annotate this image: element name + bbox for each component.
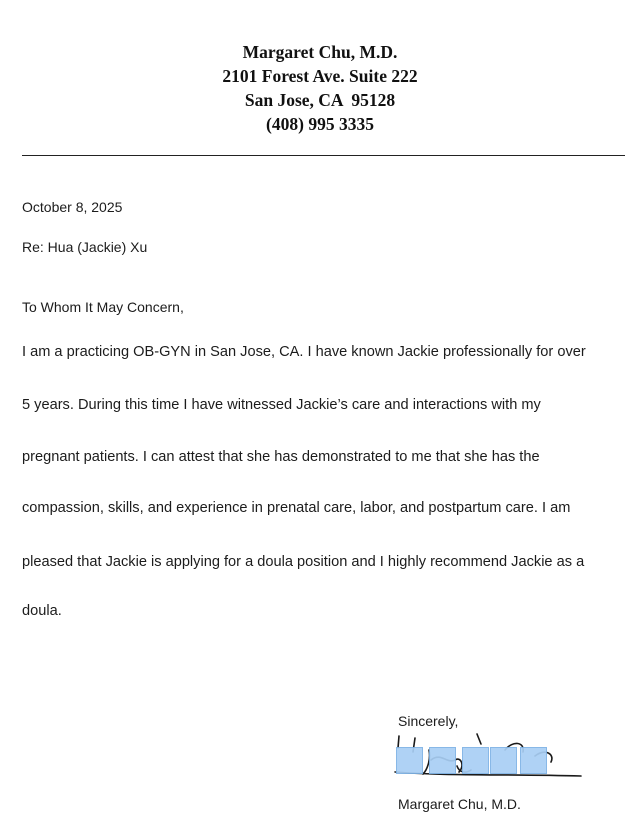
letter-date: October 8, 2025 [22,199,123,215]
redaction-box [490,747,517,774]
signatory-name: Margaret Chu, M.D. [398,796,521,812]
letterhead-divider [22,155,625,156]
redaction-box [462,747,489,774]
body-line: 5 years. During this time I have witnessed Jackie’s care and interactions with my [22,397,541,413]
letterhead-address-line2: San Jose, CA 95128 [244,90,396,110]
body-line: pregnant patients. I can attest that she has demonstrated to me that she has the [22,449,540,465]
letterhead-address-line1: 2101 Forest Ave. Suite 222 [222,66,418,86]
body-line: I am a practicing OB-GYN in San Jose, CA. I have known Jackie professionally for over [22,344,586,360]
redaction-box [429,747,456,774]
body-line: compassion, skills, and experience in prenatal care, labor, and postpartum care. I am [22,500,571,516]
redaction-box [396,747,423,774]
letterhead-phone: (408) 995 3335 [266,114,374,134]
body-line: pleased that Jackie is applying for a doula position and I highly recommend Jackie as a [22,554,585,570]
letter-salutation: To Whom It May Concern, [22,299,184,315]
letter-closing: Sincerely, [398,713,459,729]
letter-subject: Re: Hua (Jackie) Xu [22,239,148,255]
letterhead-name: Margaret Chu, M.D. [242,42,398,62]
letterhead [0,40,640,136]
redaction-box [520,747,547,774]
body-line: doula. [22,603,62,619]
